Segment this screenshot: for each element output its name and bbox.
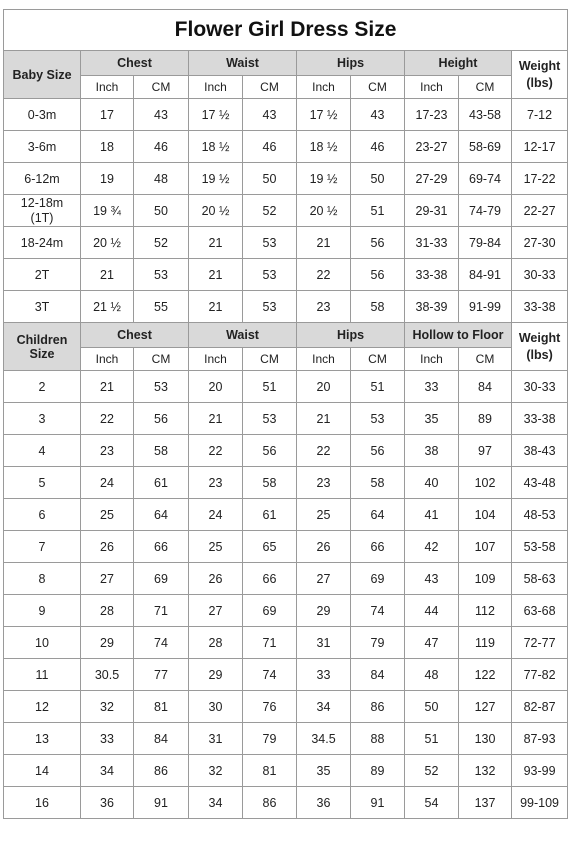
measure-cell: 74 xyxy=(351,595,405,627)
measure-cell: 132 xyxy=(459,755,512,787)
table-row xyxy=(4,467,568,499)
table-row xyxy=(4,291,568,323)
weight-cell: 43-48 xyxy=(512,467,568,499)
measure-cell: 24 xyxy=(81,467,134,499)
table-row xyxy=(4,403,568,435)
size-cell: 6-12m xyxy=(4,163,81,195)
size-cell: 0-3m xyxy=(4,99,81,131)
measure-cell: 50 xyxy=(351,163,405,195)
measure-cell: 48 xyxy=(405,659,459,691)
table-row xyxy=(4,195,568,227)
measure-cell: 86 xyxy=(134,755,189,787)
measure-cell: 56 xyxy=(134,403,189,435)
size-cell: 2T xyxy=(4,259,81,291)
measure-cell: 19 xyxy=(81,163,134,195)
measure-cell: 104 xyxy=(459,499,512,531)
unit-header: CM xyxy=(351,76,405,99)
weight-cell: 99-109 xyxy=(512,787,568,819)
table-row xyxy=(4,627,568,659)
measure-cell: 29-31 xyxy=(405,195,459,227)
measure-cell: 76 xyxy=(243,691,297,723)
measure-cell: 23 xyxy=(81,435,134,467)
measure-cell: 53 xyxy=(243,227,297,259)
measure-cell: 22 xyxy=(189,435,243,467)
measure-cell: 55 xyxy=(134,291,189,323)
measure-cell: 56 xyxy=(351,259,405,291)
measure-cell: 28 xyxy=(189,627,243,659)
children-weight-header: Weight (lbs) xyxy=(512,323,568,371)
measure-cell: 23 xyxy=(189,467,243,499)
size-cell: 3T xyxy=(4,291,81,323)
measure-cell: 69 xyxy=(134,563,189,595)
measure-cell: 52 xyxy=(243,195,297,227)
measure-cell: 44 xyxy=(405,595,459,627)
measure-cell: 79-84 xyxy=(459,227,512,259)
baby-group-header: Waist xyxy=(189,51,297,76)
measure-cell: 21 xyxy=(297,403,351,435)
table-row xyxy=(4,131,568,163)
unit-header: CM xyxy=(134,76,189,99)
measure-cell: 50 xyxy=(134,195,189,227)
measure-cell: 53 xyxy=(351,403,405,435)
measure-cell: 53 xyxy=(134,259,189,291)
measure-cell: 91 xyxy=(351,787,405,819)
measure-cell: 29 xyxy=(81,627,134,659)
size-cell: 6 xyxy=(4,499,81,531)
measure-cell: 86 xyxy=(351,691,405,723)
table-row xyxy=(4,563,568,595)
measure-cell: 31 xyxy=(189,723,243,755)
measure-cell: 18 ½ xyxy=(189,131,243,163)
measure-cell: 52 xyxy=(134,227,189,259)
size-cell: 9 xyxy=(4,595,81,627)
measure-cell: 64 xyxy=(351,499,405,531)
measure-cell: 56 xyxy=(351,227,405,259)
measure-cell: 109 xyxy=(459,563,512,595)
measure-cell: 61 xyxy=(243,499,297,531)
measure-cell: 69 xyxy=(243,595,297,627)
weight-cell: 58-63 xyxy=(512,563,568,595)
children-section-label: Children Size xyxy=(4,323,81,371)
measure-cell: 74 xyxy=(243,659,297,691)
measure-cell: 53 xyxy=(243,403,297,435)
size-chart xyxy=(3,9,567,819)
measure-cell: 30.5 xyxy=(81,659,134,691)
size-cell: 11 xyxy=(4,659,81,691)
size-cell: 5 xyxy=(4,467,81,499)
unit-header: CM xyxy=(459,348,512,371)
measure-cell: 36 xyxy=(297,787,351,819)
table-row xyxy=(4,787,568,819)
measure-cell: 27 xyxy=(297,563,351,595)
measure-cell: 122 xyxy=(459,659,512,691)
table-row xyxy=(4,99,568,131)
size-table xyxy=(3,9,568,819)
measure-cell: 41 xyxy=(405,499,459,531)
measure-cell: 47 xyxy=(405,627,459,659)
measure-cell: 31-33 xyxy=(405,227,459,259)
measure-cell: 119 xyxy=(459,627,512,659)
measure-cell: 88 xyxy=(351,723,405,755)
baby-weight-header: Weight (lbs) xyxy=(512,51,568,99)
measure-cell: 20 ½ xyxy=(189,195,243,227)
measure-cell: 40 xyxy=(405,467,459,499)
weight-cell: 38-43 xyxy=(512,435,568,467)
measure-cell: 21 xyxy=(189,403,243,435)
measure-cell: 91-99 xyxy=(459,291,512,323)
measure-cell: 29 xyxy=(189,659,243,691)
size-cell: 18-24m xyxy=(4,227,81,259)
measure-cell: 34 xyxy=(189,787,243,819)
measure-cell: 71 xyxy=(243,627,297,659)
children-header-row xyxy=(4,323,568,348)
size-cell: 2 xyxy=(4,371,81,403)
weight-cell: 17-22 xyxy=(512,163,568,195)
measure-cell: 130 xyxy=(459,723,512,755)
table-row xyxy=(4,499,568,531)
weight-cell: 82-87 xyxy=(512,691,568,723)
measure-cell: 97 xyxy=(459,435,512,467)
children-group-header: Waist xyxy=(189,323,297,348)
baby-header-row xyxy=(4,51,568,76)
unit-header: Inch xyxy=(297,348,351,371)
measure-cell: 58 xyxy=(243,467,297,499)
measure-cell: 51 xyxy=(243,371,297,403)
measure-cell: 26 xyxy=(81,531,134,563)
measure-cell: 51 xyxy=(351,195,405,227)
measure-cell: 21 xyxy=(81,259,134,291)
measure-cell: 21 xyxy=(81,371,134,403)
measure-cell: 65 xyxy=(243,531,297,563)
measure-cell: 107 xyxy=(459,531,512,563)
baby-group-header: Height xyxy=(405,51,512,76)
measure-cell: 84 xyxy=(459,371,512,403)
measure-cell: 89 xyxy=(459,403,512,435)
measure-cell: 26 xyxy=(297,531,351,563)
measure-cell: 35 xyxy=(297,755,351,787)
measure-cell: 23-27 xyxy=(405,131,459,163)
measure-cell: 31 xyxy=(297,627,351,659)
measure-cell: 18 xyxy=(81,131,134,163)
measure-cell: 43 xyxy=(243,99,297,131)
table-row xyxy=(4,435,568,467)
measure-cell: 52 xyxy=(405,755,459,787)
measure-cell: 79 xyxy=(351,627,405,659)
measure-cell: 20 ½ xyxy=(81,227,134,259)
measure-cell: 66 xyxy=(351,531,405,563)
measure-cell: 32 xyxy=(189,755,243,787)
size-cell: 4 xyxy=(4,435,81,467)
size-cell: 13 xyxy=(4,723,81,755)
weight-cell: 33-38 xyxy=(512,403,568,435)
measure-cell: 51 xyxy=(405,723,459,755)
measure-cell: 21 ½ xyxy=(81,291,134,323)
table-row xyxy=(4,163,568,195)
measure-cell: 17 ½ xyxy=(297,99,351,131)
weight-cell: 93-99 xyxy=(512,755,568,787)
measure-cell: 38-39 xyxy=(405,291,459,323)
measure-cell: 29 xyxy=(297,595,351,627)
measure-cell: 30 xyxy=(189,691,243,723)
measure-cell: 58 xyxy=(351,467,405,499)
measure-cell: 18 ½ xyxy=(297,131,351,163)
weight-cell: 30-33 xyxy=(512,259,568,291)
measure-cell: 43 xyxy=(134,99,189,131)
measure-cell: 54 xyxy=(405,787,459,819)
measure-cell: 33-38 xyxy=(405,259,459,291)
measure-cell: 34 xyxy=(81,755,134,787)
measure-cell: 50 xyxy=(405,691,459,723)
table-row xyxy=(4,371,568,403)
unit-header: Inch xyxy=(189,76,243,99)
unit-header: Inch xyxy=(405,76,459,99)
measure-cell: 27 xyxy=(189,595,243,627)
table-row xyxy=(4,531,568,563)
measure-cell: 81 xyxy=(134,691,189,723)
measure-cell: 23 xyxy=(297,291,351,323)
unit-header: Inch xyxy=(405,348,459,371)
measure-cell: 38 xyxy=(405,435,459,467)
weight-cell: 87-93 xyxy=(512,723,568,755)
measure-cell: 33 xyxy=(405,371,459,403)
measure-cell: 35 xyxy=(405,403,459,435)
table-row xyxy=(4,723,568,755)
measure-cell: 81 xyxy=(243,755,297,787)
measure-cell: 53 xyxy=(243,259,297,291)
weight-cell: 72-77 xyxy=(512,627,568,659)
measure-cell: 33 xyxy=(81,723,134,755)
baby-group-header: Hips xyxy=(297,51,405,76)
measure-cell: 91 xyxy=(134,787,189,819)
measure-cell: 112 xyxy=(459,595,512,627)
measure-cell: 42 xyxy=(405,531,459,563)
measure-cell: 53 xyxy=(243,291,297,323)
unit-header: CM xyxy=(134,348,189,371)
measure-cell: 48 xyxy=(134,163,189,195)
measure-cell: 27 xyxy=(81,563,134,595)
measure-cell: 25 xyxy=(189,531,243,563)
measure-cell: 20 xyxy=(189,371,243,403)
unit-header: CM xyxy=(243,348,297,371)
measure-cell: 61 xyxy=(134,467,189,499)
measure-cell: 26 xyxy=(189,563,243,595)
measure-cell: 21 xyxy=(189,227,243,259)
measure-cell: 46 xyxy=(243,131,297,163)
measure-cell: 32 xyxy=(81,691,134,723)
measure-cell: 84 xyxy=(351,659,405,691)
weight-cell: 30-33 xyxy=(512,371,568,403)
size-cell: 16 xyxy=(4,787,81,819)
measure-cell: 25 xyxy=(297,499,351,531)
size-cell: 8 xyxy=(4,563,81,595)
measure-cell: 22 xyxy=(297,259,351,291)
measure-cell: 19 ½ xyxy=(189,163,243,195)
measure-cell: 34.5 xyxy=(297,723,351,755)
measure-cell: 69-74 xyxy=(459,163,512,195)
measure-cell: 43-58 xyxy=(459,99,512,131)
baby-unit-row xyxy=(4,76,568,99)
measure-cell: 20 xyxy=(297,371,351,403)
measure-cell: 21 xyxy=(189,259,243,291)
measure-cell: 77 xyxy=(134,659,189,691)
measure-cell: 22 xyxy=(297,435,351,467)
measure-cell: 21 xyxy=(297,227,351,259)
unit-header: Inch xyxy=(297,76,351,99)
measure-cell: 102 xyxy=(459,467,512,499)
measure-cell: 51 xyxy=(351,371,405,403)
measure-cell: 64 xyxy=(134,499,189,531)
measure-cell: 36 xyxy=(81,787,134,819)
measure-cell: 89 xyxy=(351,755,405,787)
measure-cell: 23 xyxy=(297,467,351,499)
baby-section-label: Baby Size xyxy=(4,51,81,99)
measure-cell: 46 xyxy=(134,131,189,163)
weight-cell: 53-58 xyxy=(512,531,568,563)
measure-cell: 28 xyxy=(81,595,134,627)
size-cell: 3-6m xyxy=(4,131,81,163)
size-cell: 3 xyxy=(4,403,81,435)
measure-cell: 43 xyxy=(351,99,405,131)
measure-cell: 56 xyxy=(243,435,297,467)
measure-cell: 17 xyxy=(81,99,134,131)
measure-cell: 19 ¾ xyxy=(81,195,134,227)
children-group-header: Hips xyxy=(297,323,405,348)
table-row xyxy=(4,691,568,723)
measure-cell: 46 xyxy=(351,131,405,163)
measure-cell: 34 xyxy=(297,691,351,723)
unit-header: Inch xyxy=(81,76,134,99)
measure-cell: 66 xyxy=(134,531,189,563)
measure-cell: 74 xyxy=(134,627,189,659)
size-cell: 10 xyxy=(4,627,81,659)
table-row xyxy=(4,659,568,691)
table-row xyxy=(4,755,568,787)
weight-cell: 22-27 xyxy=(512,195,568,227)
measure-cell: 127 xyxy=(459,691,512,723)
measure-cell: 43 xyxy=(405,563,459,595)
size-cell: 14 xyxy=(4,755,81,787)
measure-cell: 50 xyxy=(243,163,297,195)
measure-cell: 58 xyxy=(134,435,189,467)
measure-cell: 25 xyxy=(81,499,134,531)
unit-header: Inch xyxy=(189,348,243,371)
measure-cell: 53 xyxy=(134,371,189,403)
size-cell: 12 xyxy=(4,691,81,723)
weight-cell: 12-17 xyxy=(512,131,568,163)
measure-cell: 71 xyxy=(134,595,189,627)
measure-cell: 137 xyxy=(459,787,512,819)
table-row xyxy=(4,595,568,627)
unit-header: Inch xyxy=(81,348,134,371)
measure-cell: 66 xyxy=(243,563,297,595)
measure-cell: 17-23 xyxy=(405,99,459,131)
measure-cell: 19 ½ xyxy=(297,163,351,195)
measure-cell: 22 xyxy=(81,403,134,435)
measure-cell: 86 xyxy=(243,787,297,819)
unit-header: CM xyxy=(243,76,297,99)
weight-cell: 27-30 xyxy=(512,227,568,259)
weight-cell: 48-53 xyxy=(512,499,568,531)
weight-cell: 33-38 xyxy=(512,291,568,323)
size-cell: 7 xyxy=(4,531,81,563)
measure-cell: 74-79 xyxy=(459,195,512,227)
children-unit-row xyxy=(4,348,568,371)
measure-cell: 84-91 xyxy=(459,259,512,291)
measure-cell: 17 ½ xyxy=(189,99,243,131)
measure-cell: 33 xyxy=(297,659,351,691)
weight-cell: 63-68 xyxy=(512,595,568,627)
weight-cell: 77-82 xyxy=(512,659,568,691)
measure-cell: 24 xyxy=(189,499,243,531)
weight-cell: 7-12 xyxy=(512,99,568,131)
measure-cell: 56 xyxy=(351,435,405,467)
unit-header: CM xyxy=(351,348,405,371)
measure-cell: 69 xyxy=(351,563,405,595)
children-group-header: Hollow to Floor xyxy=(405,323,512,348)
baby-group-header: Chest xyxy=(81,51,189,76)
measure-cell: 27-29 xyxy=(405,163,459,195)
measure-cell: 79 xyxy=(243,723,297,755)
measure-cell: 84 xyxy=(134,723,189,755)
measure-cell: 20 ½ xyxy=(297,195,351,227)
page-title: Flower Girl Dress Size xyxy=(4,10,568,51)
table-row xyxy=(4,227,568,259)
measure-cell: 58 xyxy=(351,291,405,323)
measure-cell: 58-69 xyxy=(459,131,512,163)
children-group-header: Chest xyxy=(81,323,189,348)
size-cell: 12-18m (1T) xyxy=(4,195,81,227)
table-row xyxy=(4,259,568,291)
measure-cell: 21 xyxy=(189,291,243,323)
unit-header: CM xyxy=(459,76,512,99)
